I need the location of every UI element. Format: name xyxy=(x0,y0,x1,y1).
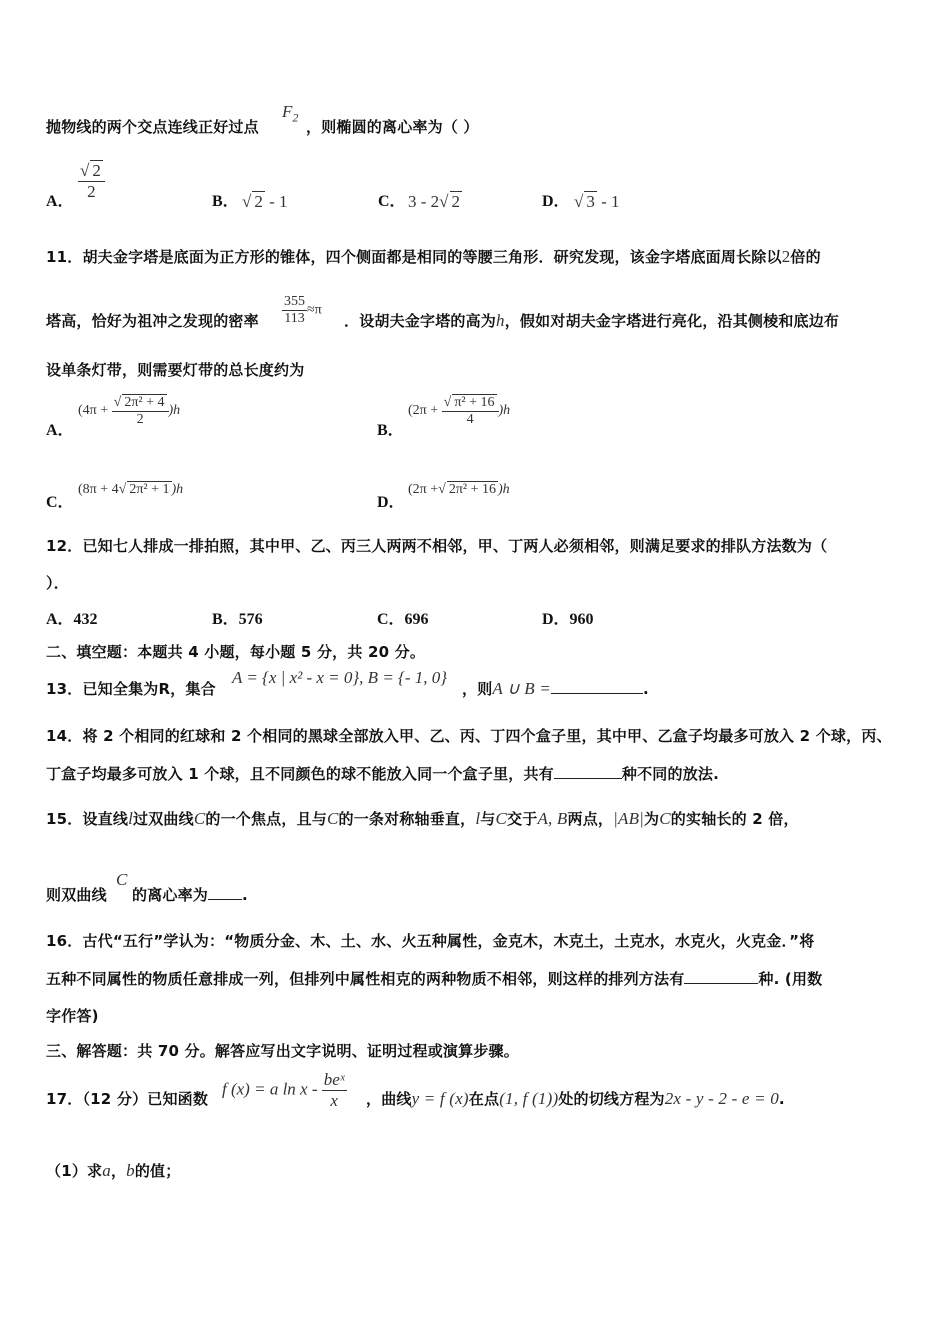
q16-line2: 五种不同属性的物质任意排成一列，但排列中属性相克的两种物质不相邻，则这样的排列方法有 种. (用数 xyxy=(46,970,823,988)
q16-line1: 16．古代“五行”学认为：“物质分金、木、土、水、火五种属性，金克木，木克土，土克水，水克火，火克金．”将 xyxy=(46,932,815,950)
q10-option-b-label: B． xyxy=(212,193,239,210)
q13-answer-blank[interactable] xyxy=(551,679,643,694)
q10-stem-end: ，则椭圆的离心率为（ ） xyxy=(306,118,479,136)
q17-part1: （1）求a，b的值； xyxy=(46,1161,181,1180)
q13-stem-end: ，则A ∪ B = . xyxy=(462,679,649,698)
q16-line3: 字作答) xyxy=(46,1007,99,1025)
q15-line2: 则双曲线 xyxy=(46,886,107,904)
q12-option-b: B．576 xyxy=(212,611,263,628)
q10-stem: 抛物线的两个交点连线正好过点 xyxy=(46,118,259,136)
q12-line2: ）． xyxy=(46,574,69,592)
q12-option-a: A．432 xyxy=(46,611,98,628)
q10-option-a-label: A． xyxy=(46,193,74,210)
q16-answer-blank[interactable] xyxy=(684,969,758,984)
q11-line1: 11．胡夫金字塔是底面为正方形的锥体，四个侧面都是相同的等腰三角形．研究发现，该金字塔底面周长除以2倍的 xyxy=(46,247,821,266)
q11-option-c-label: C． xyxy=(46,494,74,511)
q10-option-d-value: √ 3 - 1 xyxy=(574,192,620,211)
q12-option-d: D．960 xyxy=(542,611,594,628)
q17-stem: 17．（12 分）已知函数 xyxy=(46,1090,209,1108)
q10-point-f2: $F_2$ xyxy=(282,102,299,125)
q10-option-d-label: D． xyxy=(542,193,570,210)
q11-option-c-value: (8π + 4√ 2π² + 1 )h xyxy=(78,482,184,497)
q14-line1: 14．将 2 个相同的红球和 2 个相同的黑球全部放入甲、乙、丙、丁四个盒子里，其中甲、乙盒子均最多可放入 2 个球，丙、 xyxy=(46,727,892,745)
q11-line3: 设单条灯带，则需要灯带的总长度约为 xyxy=(46,361,305,379)
q15-answer-blank[interactable] xyxy=(208,885,242,900)
q11-option-b-label: B． xyxy=(377,422,404,439)
q11-option-a-label: A． xyxy=(46,422,74,439)
q17-stem-mid: ，曲线y = f (x)在点(1, f (1))处的切线方程为2x - y - 2 - e = 0. xyxy=(366,1089,785,1108)
q10-option-c-value: 3 - 2√ 2 xyxy=(408,192,461,211)
q14-answer-blank[interactable] xyxy=(554,764,622,779)
q13-stem: 13．已知全集为R，集合 xyxy=(46,680,216,698)
q10-option-c-label: C． xyxy=(378,193,406,210)
q17-function: f (x) = a ln x - $\frac{\text{beˣ}}{x}$ xyxy=(222,1070,345,1110)
q15-curve-c: C xyxy=(116,870,128,889)
q15-line2-end: 的离心率为 . xyxy=(132,886,248,904)
q11-option-d-label: D． xyxy=(377,494,405,511)
q11-option-b-value: (2π + $\frac{\text{√ π² + 16}}{4}$ )h xyxy=(408,395,511,427)
q13-sets: A = {x | x² - x = 0}, B = {- 1, 0} xyxy=(232,668,448,687)
q11-line2-mid: ．设胡夫金字塔的高为h，假如对胡夫金字塔进行亮化，沿其侧棱和底边布 xyxy=(344,311,840,330)
q14-line2: 丁盒子均最多可放入 1 个球，且不同颜色的球不能放入同一个盒子里，共有 种不同的放法. xyxy=(46,765,719,783)
q12-option-c: C．696 xyxy=(377,611,429,628)
q11-line2: 塔高，恰好为祖冲之发现的密率 xyxy=(46,312,259,330)
q15-line1: 15．设直线l过双曲线C的一个焦点，且与C的一条对称轴垂直，l与C交于A, B两点，|AB|为C的实轴长的 2 倍， xyxy=(46,809,799,828)
section-fill-in-heading: 二、填空题：本题共 4 小题，每小题 5 分，共 20 分。 xyxy=(46,643,426,661)
q12-line1: 12．已知七人排成一排拍照，其中甲、乙、丙三人两两不相邻，甲、丁两人必须相邻，则满足要求的排队方法数为（ xyxy=(46,537,828,555)
q10-option-a-value: $\frac{√ 2}{2}$ xyxy=(78,160,105,202)
q11-ratio: $\frac{355}{113}$ ≈π xyxy=(284,294,322,326)
q11-option-d-value: (2π +√ 2π² + 16 )h xyxy=(408,482,510,497)
section-solution-heading: 三、解答题：共 70 分。解答应写出文字说明、证明过程或演算步骤。 xyxy=(46,1042,519,1060)
q10-option-b-value: √ 2 - 1 xyxy=(242,192,288,211)
q11-option-a-value: (4π + $\frac{\text{√ 2π² + 4}}{2}$ )h xyxy=(78,395,181,427)
